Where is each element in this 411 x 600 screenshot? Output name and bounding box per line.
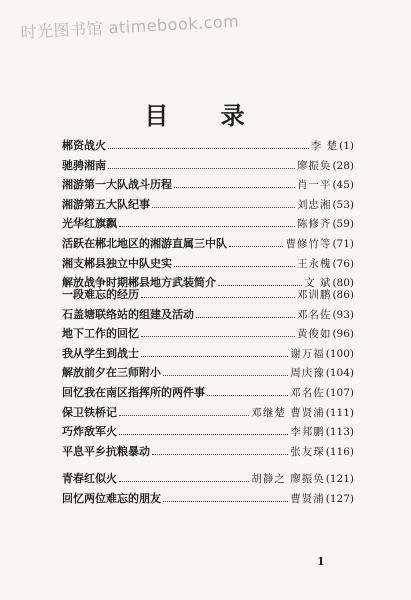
toc-entry-author: 邓继楚 曹贤浦 — [251, 406, 325, 419]
toc-entry — [62, 286, 354, 306]
toc-entry-page: (80) — [332, 277, 354, 290]
toc-entry-author: 邓名佐 — [290, 386, 325, 399]
toc-entry-author: 胡静之 廖振奂 — [251, 473, 325, 485]
toc-dot-leader — [141, 336, 295, 337]
toc-section-1 — [62, 137, 354, 294]
toc-dot-leader — [196, 317, 295, 318]
toc-entry — [62, 404, 354, 424]
toc-entry — [62, 137, 354, 157]
toc-entry — [62, 325, 354, 345]
toc-dot-leader — [207, 395, 288, 396]
toc-entry — [62, 384, 354, 404]
toc-entry — [62, 443, 354, 463]
toc-section-3 — [62, 470, 354, 509]
toc-entry-author: 邓训鹏 — [296, 289, 332, 301]
toc-entry-page: (121) — [325, 473, 354, 485]
toc-entry-title: 活跃在郴北地区的湘游直属三中队 — [62, 236, 227, 250]
toc-entry — [62, 215, 354, 235]
toc-dot-leader — [229, 246, 283, 247]
toc-entry-author: 周庆豫 — [290, 367, 325, 380]
toc-entry-title: 巧炸敌军火 — [62, 425, 117, 439]
page-number: 1 — [317, 555, 325, 568]
toc-dot-leader — [119, 226, 295, 227]
toc-entry-page: (100) — [325, 347, 354, 360]
toc-entry-title: 石盖塘联络站的组建及活动 — [62, 307, 194, 321]
toc-entry-title: 回忆两位难忘的朋友 — [62, 491, 161, 505]
toc-entry-title: 光华红旗飘 — [62, 217, 117, 231]
toc-entry — [62, 306, 354, 326]
toc-dot-leader — [174, 187, 295, 188]
toc-dot-leader — [141, 356, 288, 357]
toc-entry-title: 平息平乡抗粮暴动 — [62, 444, 150, 458]
toc-entry-author: 邓名佐 — [296, 308, 332, 321]
toc-entry-page: (28) — [332, 159, 354, 172]
toc-entry-title: 郴资战火 — [62, 139, 106, 152]
toc-entry-author: 李 楚 — [310, 140, 339, 152]
toc-entry-author: 廖振奂 — [296, 159, 332, 172]
toc-entry-author: 李邦鹏 — [290, 426, 325, 439]
page-title: 目 录 — [144, 101, 267, 130]
toc-entry-page: (107) — [325, 386, 354, 399]
toc-entry-author: 王永槐 — [296, 257, 332, 270]
toc-dot-leader — [119, 434, 288, 435]
toc-entry-page: (111) — [325, 406, 354, 419]
toc-entry-title: 湘游第五大队纪事 — [62, 197, 150, 211]
toc-entry-page: (127) — [325, 492, 354, 505]
toc-entry-author: 张友琛 — [290, 445, 325, 458]
toc-section-2 — [62, 286, 354, 462]
toc-entry — [62, 235, 354, 255]
toc-dot-leader — [119, 481, 249, 482]
toc-dot-leader — [141, 297, 295, 298]
watermark-text: 时光图书馆 atimebook.com — [20, 11, 240, 42]
toc-entry-page: (59) — [332, 218, 354, 231]
toc-entry-title: 驰骋湘南 — [62, 158, 106, 172]
toc-entry-page: (104) — [325, 367, 354, 380]
toc-entry-page: (53) — [332, 198, 354, 211]
toc-entry-author: 刘忠湘 — [296, 198, 332, 211]
toc-entry-title: 我从学生到战士 — [62, 346, 139, 360]
toc-entry-author: 黄俊如 — [296, 328, 332, 341]
toc-entry — [62, 470, 354, 490]
toc-entry-page: (86) — [332, 289, 354, 301]
toc-entry-title: 回忆我在南区指挥所的两件事 — [62, 385, 205, 399]
toc-entry-page: (116) — [325, 445, 354, 458]
toc-entry — [62, 345, 354, 365]
toc-entry-title: 解放战争时期郴县地方武装简介 — [62, 276, 216, 290]
toc-dot-leader — [163, 501, 288, 502]
toc-entry-author: 曹修竹等 — [285, 237, 332, 250]
toc-dot-leader — [152, 454, 288, 455]
toc-entry-title: 湘支郴县独立中队史实 — [62, 256, 172, 270]
toc-entry-title: 解放前夕在三师附小 — [62, 366, 161, 380]
toc-entry — [62, 364, 354, 384]
toc-entry-page: (1) — [339, 140, 354, 152]
toc-entry — [62, 176, 354, 196]
toc-entry-page: (71) — [332, 237, 354, 250]
toc-dot-leader — [163, 375, 288, 376]
toc-entry — [62, 490, 354, 510]
toc-entry-page: (113) — [325, 426, 354, 439]
toc-entry-title: 地下工作的回忆 — [62, 327, 139, 341]
toc-dot-leader — [108, 148, 309, 149]
toc-entry — [62, 423, 354, 443]
toc-entry — [62, 255, 354, 275]
toc-entry-author: 谢万福 — [290, 347, 325, 360]
toc-dot-leader — [108, 168, 295, 169]
toc-entry-page: (93) — [332, 308, 354, 321]
toc-entry-page: (96) — [332, 328, 354, 341]
toc-entry-author: 曹贤浦 — [290, 492, 325, 505]
toc-entry-author: 文 斌 — [304, 277, 332, 290]
toc-entry-title: 湘游第一大队战斗历程 — [62, 178, 172, 192]
toc-entry — [62, 196, 354, 216]
toc-entry-author: 陈修齐 — [296, 218, 332, 231]
toc-entry-title: 保卫铁桥记 — [62, 405, 117, 419]
toc-entry-author: 肖一平 — [296, 179, 332, 192]
toc-dot-leader — [152, 207, 295, 208]
toc-dot-leader — [174, 266, 295, 267]
toc-entry-title: 青春红似火 — [62, 472, 117, 485]
toc-entry-page: (45) — [332, 179, 354, 192]
toc-dot-leader — [119, 415, 249, 416]
toc-entry-page: (76) — [332, 257, 354, 270]
toc-entry — [62, 157, 354, 177]
toc-entry-title: 一段难忘的经历 — [62, 288, 139, 301]
